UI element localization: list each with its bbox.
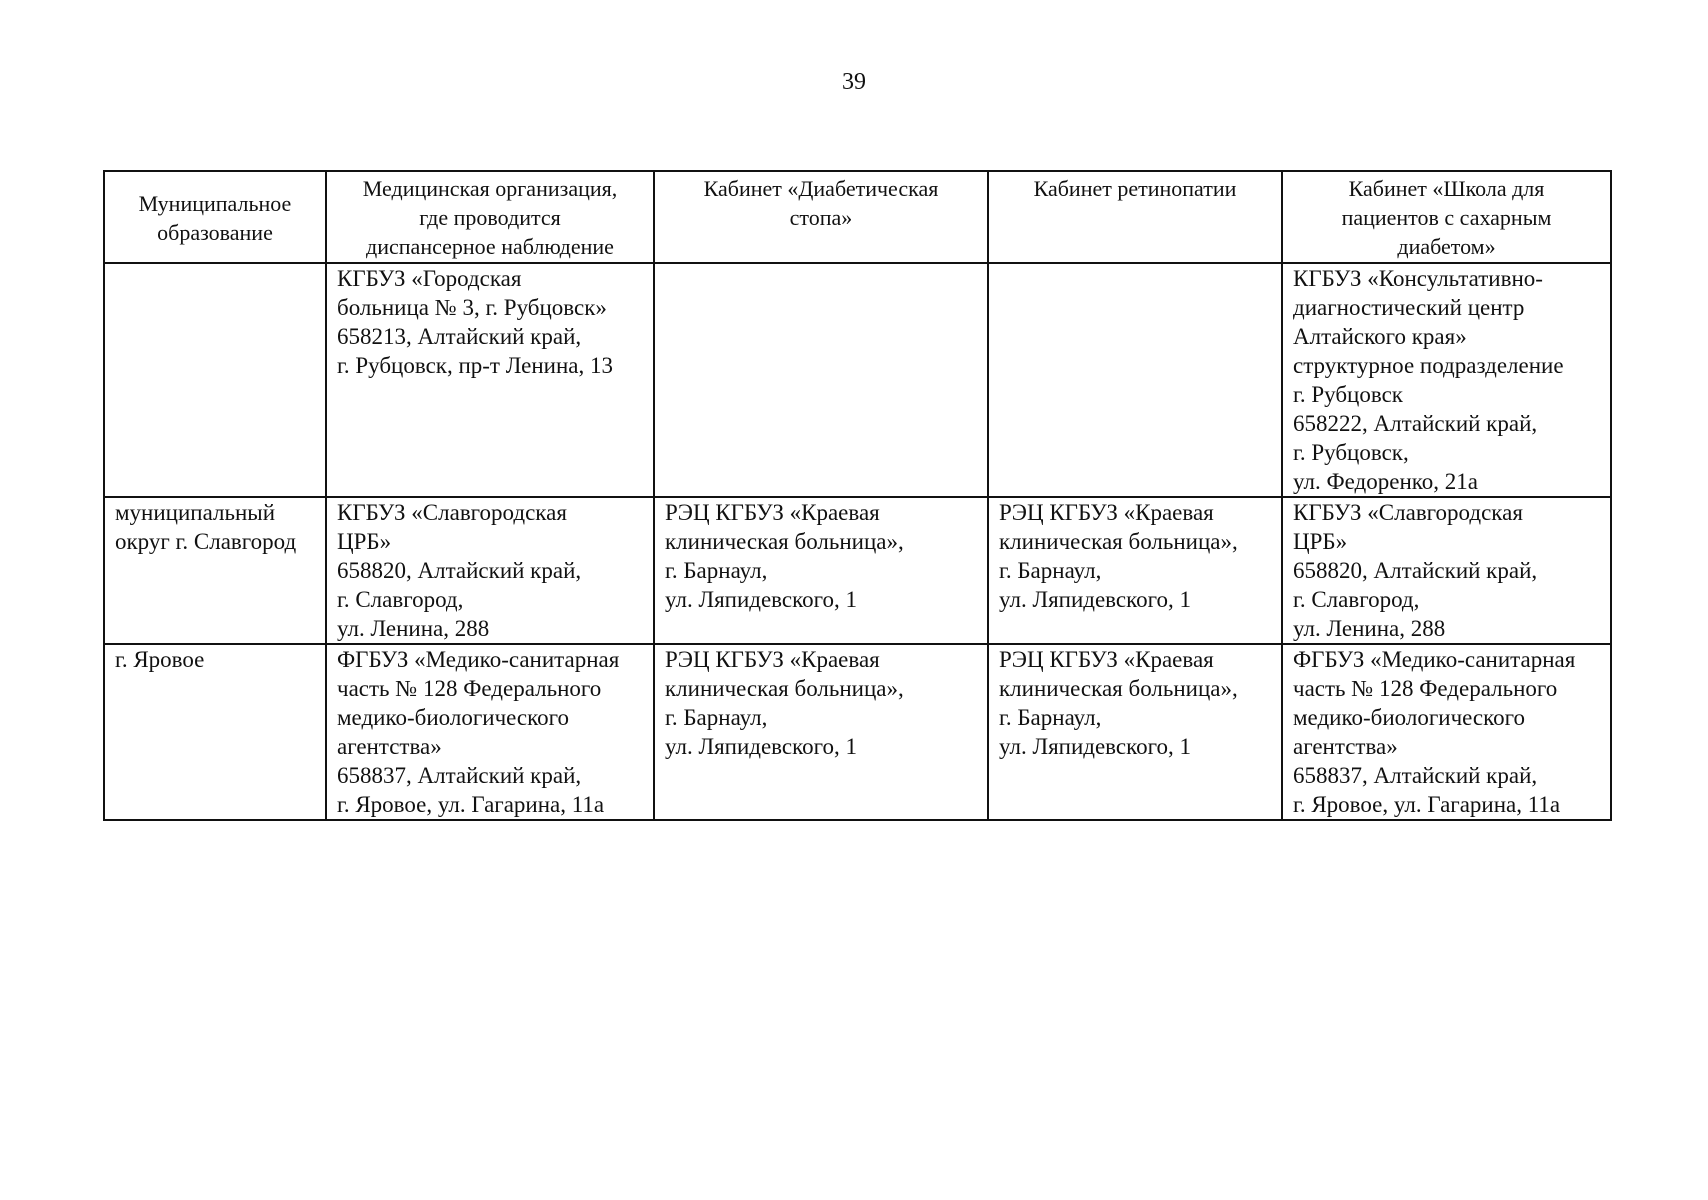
cell-line: ул. Ляпидевского, 1 [999, 734, 1191, 759]
cell-municipality [104, 644, 326, 820]
cell-school [1282, 263, 1611, 497]
cell-line: г. Барнаул, [665, 705, 768, 730]
cell-line: ул. Ляпидевского, 1 [665, 734, 857, 759]
cell-line: г. Барнаул, [999, 705, 1102, 730]
cell-line: КГБУЗ «Консультативно- [1293, 266, 1543, 291]
cell-line: округ г. Славгород [115, 529, 297, 554]
header-line: диабетом» [1397, 234, 1496, 259]
cell-line: Алтайского края» [1293, 324, 1467, 349]
header-organization [326, 171, 654, 263]
table-header-row [104, 171, 1611, 263]
cell-line: 658837, Алтайский край, [1293, 763, 1538, 788]
cell-retinopathy [988, 497, 1282, 644]
cell-municipality [104, 497, 326, 644]
header-municipality [104, 171, 326, 263]
header-line: пациентов с сахарным [1341, 205, 1552, 230]
cell-organization [326, 497, 654, 644]
cell-line: муниципальный [115, 500, 276, 525]
cell-line: агентства» [337, 734, 442, 759]
table-row [104, 263, 1611, 497]
cell-line: 658820, Алтайский край, [1293, 558, 1538, 583]
cell-diabetic-foot [654, 497, 988, 644]
cell-diabetic-foot [654, 263, 988, 497]
cell-line: 658222, Алтайский край, [1293, 411, 1538, 436]
cell-diabetic-foot [654, 644, 988, 820]
cell-line: 658837, Алтайский край, [337, 763, 582, 788]
cell-school [1282, 644, 1611, 820]
cell-retinopathy [988, 644, 1282, 820]
cell-line: клиническая больница», [665, 676, 904, 701]
cell-line: клиническая больница», [999, 529, 1238, 554]
table-row [104, 497, 1611, 644]
header-retinopathy [988, 171, 1282, 263]
cell-line: часть № 128 Федерального [337, 676, 602, 701]
cell-line: г. Яровое [115, 647, 205, 672]
cell-line: РЭЦ КГБУЗ «Краевая [999, 647, 1214, 672]
cell-line: ЦРБ» [1293, 529, 1348, 554]
header-diabetic-foot [654, 171, 988, 263]
cell-line: клиническая больница», [999, 676, 1238, 701]
cell-line: г. Рубцовск [1293, 382, 1403, 407]
cell-line: г. Славгород, [337, 587, 464, 612]
cell-line: г. Славгород, [1293, 587, 1420, 612]
cell-municipality [104, 263, 326, 497]
header-line: Муниципальное [138, 191, 292, 216]
cell-line: ул. Ляпидевского, 1 [999, 587, 1191, 612]
cell-line: часть № 128 Федерального [1293, 676, 1558, 701]
cell-line: г. Яровое, ул. Гагарина, 11а [337, 792, 605, 817]
cell-line: агентства» [1293, 734, 1398, 759]
cell-line: КГБУЗ «Славгородская [337, 500, 567, 525]
cell-line: КГБУЗ «Городская [337, 266, 522, 291]
cell-line: 658213, Алтайский край, [337, 324, 582, 349]
cell-line: 658820, Алтайский край, [337, 558, 582, 583]
cell-line: г. Рубцовск, [1293, 440, 1409, 465]
cell-line: структурное подразделение [1293, 353, 1564, 378]
cell-organization [326, 644, 654, 820]
header-school [1282, 171, 1611, 263]
cell-line: КГБУЗ «Славгородская [1293, 500, 1523, 525]
header-line: Кабинет ретинопатии [1033, 176, 1237, 201]
header-line: Кабинет «Школа для [1348, 176, 1545, 201]
cell-school [1282, 497, 1611, 644]
cell-line: клиническая больница», [665, 529, 904, 554]
cell-line: г. Барнаул, [665, 558, 768, 583]
cell-line: ФГБУЗ «Медико-санитарная [1293, 647, 1576, 672]
cell-line: ул. Ленина, 288 [337, 616, 490, 641]
cell-organization [326, 263, 654, 497]
header-line: диспансерное наблюдение [366, 234, 614, 259]
cell-line: г. Рубцовск, пр-т Ленина, 13 [337, 353, 613, 378]
cell-line: г. Барнаул, [999, 558, 1102, 583]
cell-line: больница № 3, г. Рубцовск» [337, 295, 607, 320]
table-row [104, 644, 1611, 820]
cell-line: ФГБУЗ «Медико-санитарная [337, 647, 620, 672]
header-line: Кабинет «Диабетическая [703, 176, 939, 201]
header-line: где проводится [419, 205, 561, 230]
cell-line: диагностический центр [1293, 295, 1525, 320]
cell-line: г. Яровое, ул. Гагарина, 11а [1293, 792, 1561, 817]
cell-line: медико-биологического [1293, 705, 1525, 730]
cell-line: медико-биологического [337, 705, 569, 730]
cell-line: ул. Ленина, 288 [1293, 616, 1446, 641]
cell-line: РЭЦ КГБУЗ «Краевая [665, 500, 880, 525]
header-line: стопа» [789, 205, 853, 230]
cell-line: РЭЦ КГБУЗ «Краевая [665, 647, 880, 672]
header-line: образование [157, 220, 273, 245]
cell-line: ЦРБ» [337, 529, 392, 554]
clinics-table [103, 170, 1612, 821]
cell-retinopathy [988, 263, 1282, 497]
cell-line: ул. Ляпидевского, 1 [665, 587, 857, 612]
header-line: Медицинская организация, [362, 176, 618, 201]
cell-line: РЭЦ КГБУЗ «Краевая [999, 500, 1214, 525]
cell-line: ул. Федоренко, 21а [1293, 469, 1478, 494]
page-number: 39 [842, 69, 866, 95]
